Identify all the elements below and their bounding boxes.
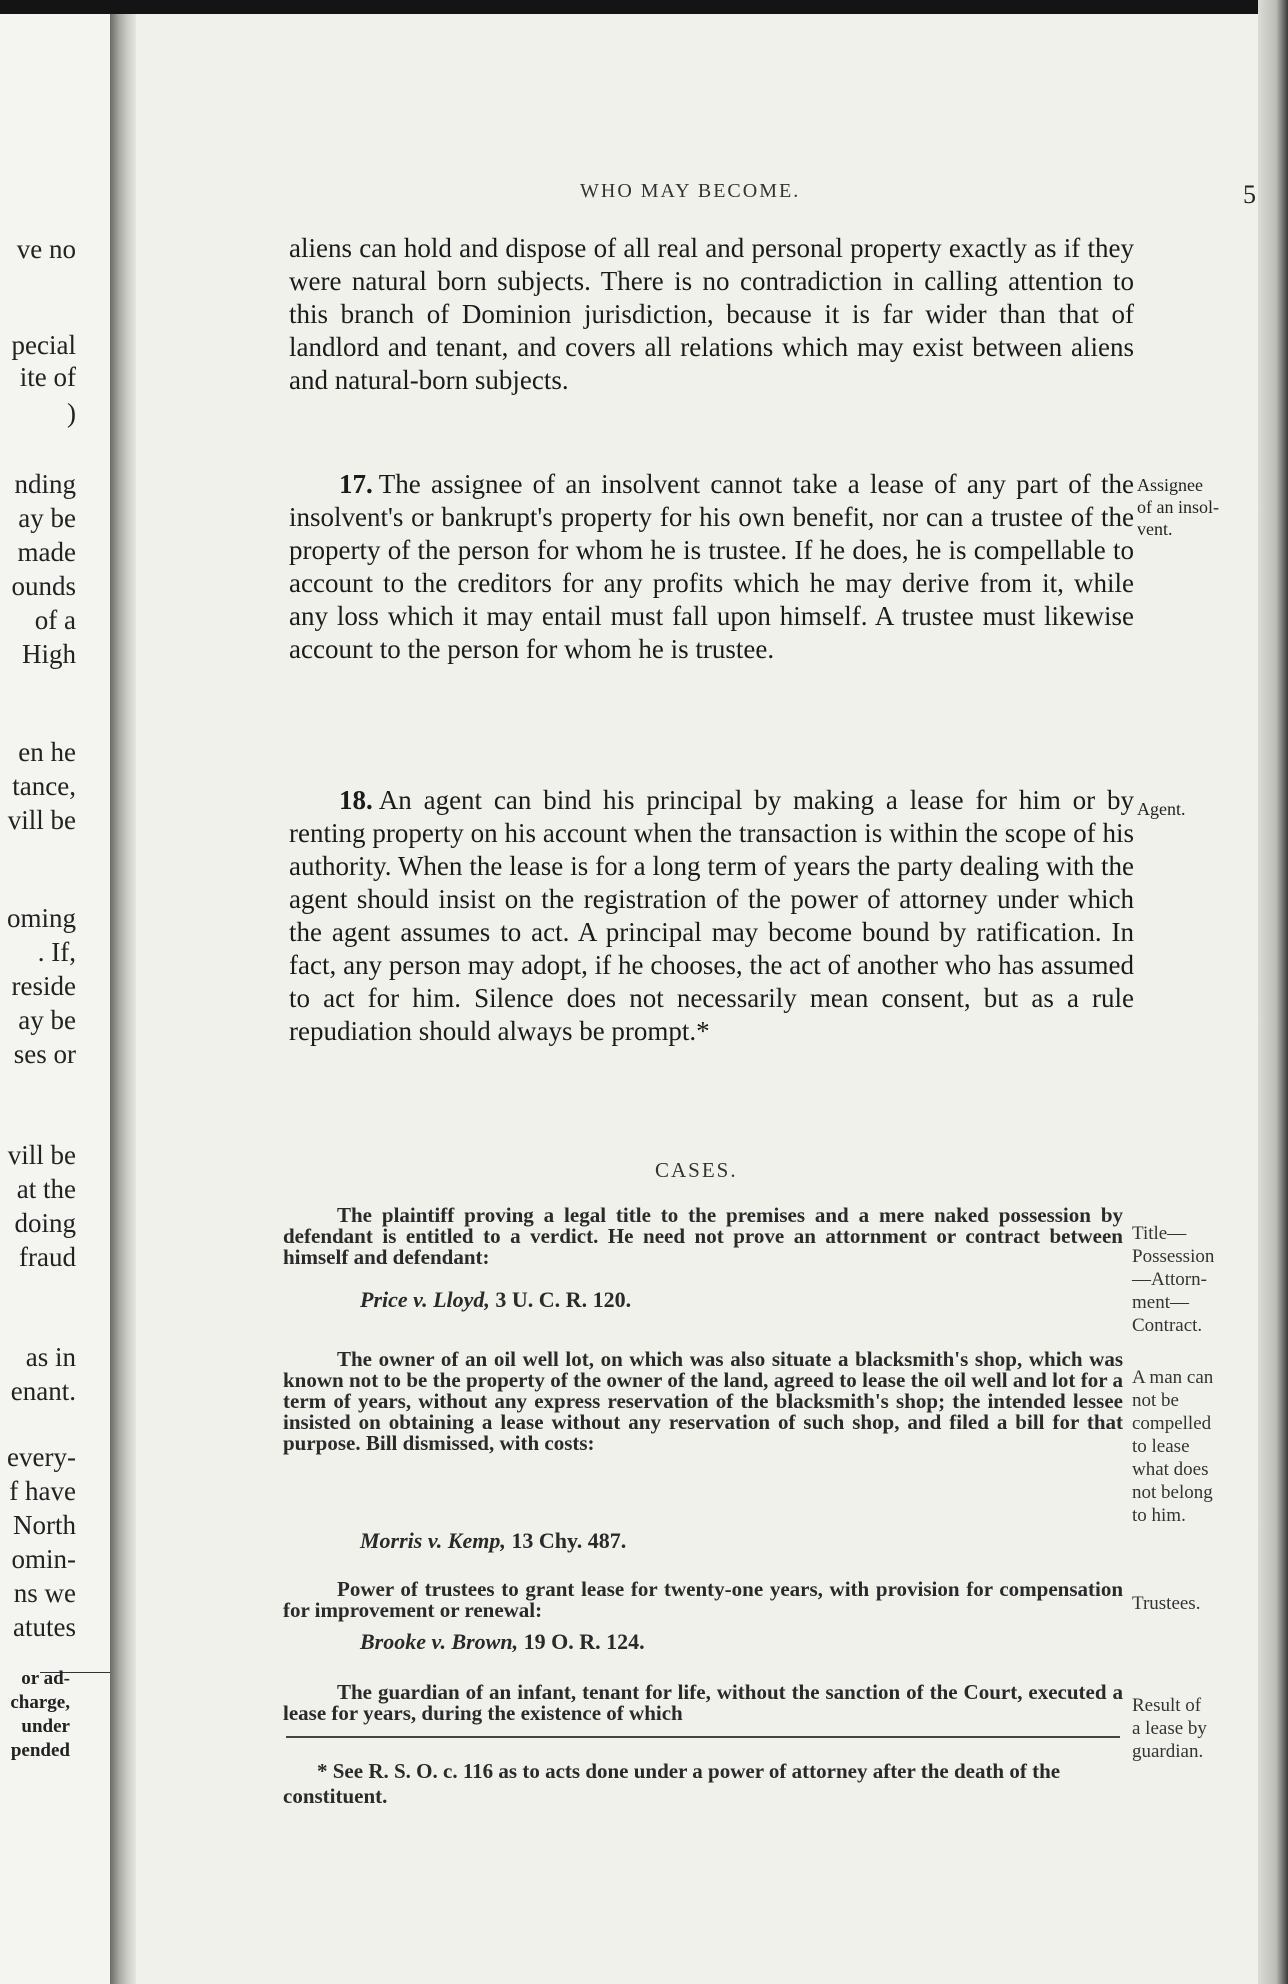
case-2-text: The owner of an oil well lot, on which was also situate a blacksmith's shop, which was known not to be the property of the owner of the land, agreed to lease the oil well and lot for a term of years, without any express reservation of the blacksmith's shop; the intended lessee insisted on obtaining a lease without any reservation of such shop, and filed a bill for that purpose. Bill dismissed, with costs: (283, 1347, 1123, 1455)
footnote-text: * See R. S. O. c. 116 as to acts done under a power of attorney after the death of the constituent. (283, 1759, 1061, 1808)
case-3-citation-name: Brooke v. Brown, (360, 1629, 519, 1654)
case-1-citation-name: Price v. Lloyd, (360, 1287, 490, 1312)
left-page-line: fraud (19, 1242, 76, 1272)
case-2-citation (360, 1528, 626, 1554)
left-page-line: f have (9, 1476, 76, 1506)
margin-note-assignee: Assignee of an insol- vent. (1137, 475, 1219, 539)
margin-note-a-man-can: A man can not be compelled to lease what does not belong to him. (1132, 1367, 1214, 1526)
case-3-citation (360, 1629, 645, 1655)
paragraph-17-number: 17. (339, 469, 373, 499)
left-page-line: of a (34, 605, 76, 635)
margin-note-agent: Agent. (1137, 799, 1186, 819)
left-page-line: en he (18, 737, 76, 767)
scan-top-edge (0, 0, 1288, 14)
paragraph-18 (289, 784, 1134, 1048)
left-page-line: omin- (11, 1544, 76, 1574)
case-2-citation-name: Morris v. Kemp, (360, 1528, 506, 1553)
case-3-citation-ref: 19 O. R. 124. (523, 1629, 645, 1654)
left-page-line: at the (16, 1174, 76, 1204)
left-page-line: doing (14, 1208, 76, 1238)
case-1-citation (360, 1287, 631, 1313)
left-page-line: ounds (11, 571, 76, 601)
page-stack-edge (1258, 0, 1288, 1984)
paragraph-18-number: 18. (339, 785, 373, 815)
left-page-line: vill be (7, 805, 76, 835)
running-title: WHO MAY BECOME. (580, 180, 801, 202)
footnote (283, 1759, 1123, 1809)
case-3-text: Power of trustees to grant lease for twenty-one years, with provision for compensation for improvement or renewal: (283, 1577, 1123, 1622)
paragraph-17 (289, 468, 1134, 666)
left-page-line: ay be (18, 503, 76, 533)
left-page-line: enant. (10, 1376, 76, 1406)
case-1 (283, 1205, 1123, 1268)
case-2-citation-ref: 13 Chy. 487. (511, 1528, 627, 1553)
left-page-footnote-line: pended (10, 1740, 70, 1761)
left-page-footnote-line: or ad- (21, 1668, 70, 1689)
left-page-line: . If, (37, 937, 76, 967)
margin-note-title-possession: Title— Possession —Attorn- ment— Contract. (1132, 1223, 1215, 1336)
left-page-line: High (22, 639, 76, 669)
left-page-line: vill be (7, 1140, 76, 1170)
left-page-line: pecial (11, 330, 76, 360)
case-1-citation-ref: 3 U. C. R. 120. (495, 1287, 632, 1312)
case-1-text: The plaintiff proving a legal title to the premises and a mere naked possession by defendant is entitled to a verdict. He need not prove an attornment or contract between himself and defendant: (283, 1203, 1123, 1269)
left-page-line: every- (7, 1442, 76, 1472)
footnote-rule (286, 1736, 1120, 1738)
left-page-line: ay be (18, 1005, 76, 1035)
paragraph-intro: aliens can hold and dispose of all real and personal property exactly as if they were natural born subjects. There is no contradiction in calling attention to this branch of Dominion jurisdiction, because it is far wider than that of landlord and tenant, and covers all relations which may exist between aliens and natural-born subjects. (289, 233, 1134, 395)
left-page-fragment (0, 14, 110, 1984)
left-page-line: ) (67, 398, 76, 428)
left-page-footnote-line: under (21, 1716, 70, 1737)
left-page-line: made (17, 537, 76, 567)
left-page-line: North (13, 1510, 76, 1540)
book-gutter (110, 14, 136, 1984)
left-page-line: tance, (12, 771, 76, 801)
right-page (136, 14, 1258, 1984)
page-number: 5 (1243, 180, 1256, 209)
left-page-line: ve no (16, 234, 76, 264)
case-3 (283, 1579, 1123, 1621)
margin-note-result-lease: Result of a lease by guardian. (1132, 1695, 1207, 1762)
left-page-line: ses or (13, 1039, 76, 1069)
case-4 (283, 1682, 1123, 1724)
left-page-line: ns we (13, 1578, 76, 1608)
left-page-footnote-line: charge, (10, 1692, 70, 1713)
left-page-line: ite of (19, 362, 76, 392)
left-page-line: oming (6, 903, 76, 933)
paragraph-18-text: An agent can bind his principal by making a lease for him or by renting property on his account when the transaction is within the scope of his authority. When the lease is for a long term of years the party dealing with the agent should insist on the registration of the power of attorney under which the agent assumes to act. A principal may become bound by ratification. In fact, any person may adopt, if he chooses, the act of another who has assumed to act for him. Silence does not necessarily mean consent, but as a rule repudiation should always be prompt.* (289, 785, 1134, 1046)
left-page-line: atutes (13, 1612, 76, 1642)
margin-note-trustees: Trustees. (1132, 1593, 1201, 1614)
case-2 (283, 1349, 1123, 1454)
left-page-line: as in (25, 1342, 76, 1372)
paragraph-17-text: The assignee of an insolvent cannot take a lease of any part of the insolvent's or bankrupt's property for his own benefit, nor can a trustee of the property of the person for whom he is trustee. If he does, he is compellable to account to the creditors for any profits which he may derive from it, while any loss which it may entail must fall upon himself. A trustee must likewise account to the person for whom he is trustee. (289, 469, 1134, 664)
cases-heading: CASES. (655, 1158, 738, 1182)
case-4-text: The guardian of an infant, tenant for life, without the sanction of the Court, executed a lease for years, during the existence of which (283, 1680, 1123, 1725)
left-page-line: nding (14, 469, 76, 499)
left-page-line: reside (11, 971, 76, 1001)
